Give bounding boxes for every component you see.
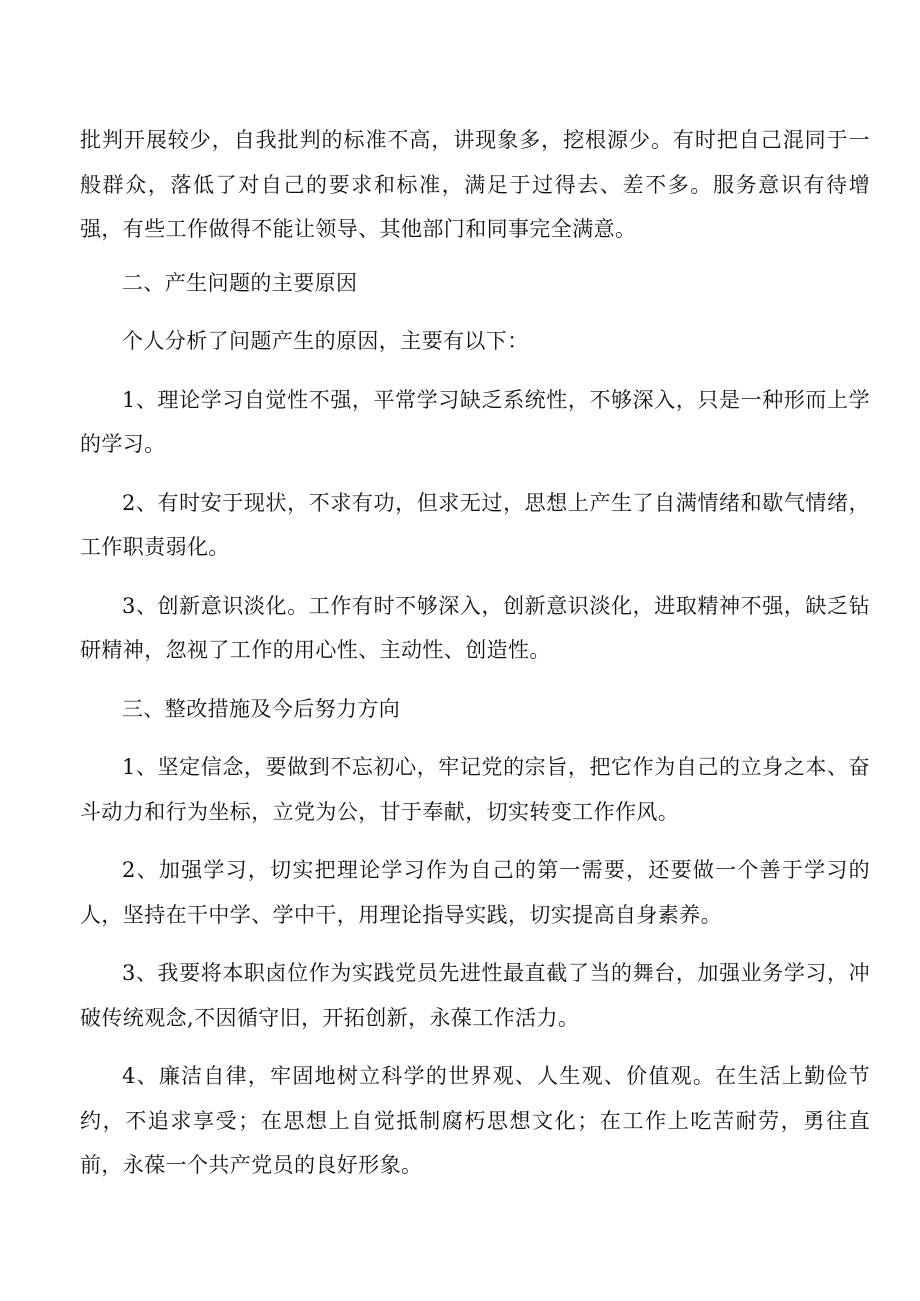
paragraph-cause-3: 3、创新意识淡化。工作有时不够深入，创新意识淡化，进取精神不强，缺乏钻研精神，忽视了工作的用心性、主动性、创造性。 — [80, 593, 870, 662]
section-heading-causes: 二、产生问题的主要原因 — [122, 270, 358, 295]
paragraph-measure-1: 1、坚定信念，要做到不忘初心，牢记党的宗旨，把它作为自己的立身之本、奋斗动力和行为坐标，立党为公，甘于奉献，切实转变工作作风。 — [80, 755, 870, 824]
paragraph-cause-1: 1、理论学习自觉性不强，平常学习缺乏系统性，不够深入，只是一种形而上学的学习。 — [80, 387, 870, 456]
section-heading-measures: 三、整改措施及今后努力方向 — [122, 696, 401, 721]
paragraph-measure-2: 2、加强学习，切实把理论学习作为自己的第一需要，还要做一个善于学习的人，坚持在干中学、学中干，用理论指导实践，切实提高自身素养。 — [80, 858, 870, 927]
paragraph-cause-2: 2、有时安于现状，不求有功，但求无过，思想上产生了自满情绪和歇气情绪，工作职责弱化。 — [80, 490, 870, 559]
paragraph-continued: 批判开展较少，自我批判的标准不高，讲现象多，挖根源少。有时把自己混同于一般群众，落低了对自己的要求和标准，满足于过得去、差不多。服务意识有待增强，有些工作做得不能让领导、其他部门和同事完全满意。 — [80, 128, 870, 241]
paragraph-causes-intro: 个人分析了问题产生的原因，主要有以下： — [122, 329, 529, 353]
paragraph-measure-3: 3、我要将本职卤位作为实践党员先进性最直截了当的舞台，加强业务学习，冲破传统观念,不因循守旧，开拓创新，永葆工作活力。 — [80, 961, 870, 1030]
paragraph-measure-4: 4、廉洁自律，牢固地树立科学的世界观、人生观、价值观。在生活上勤俭节约，不追求享受；在思想上自觉抵制腐朽思想文化；在工作上吃苦耐劳，勇往直前，永葆一个共产党员的良好形象。 — [80, 1064, 870, 1177]
